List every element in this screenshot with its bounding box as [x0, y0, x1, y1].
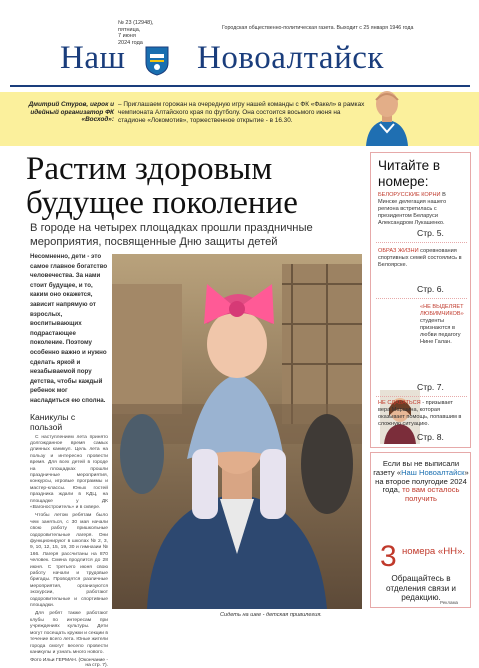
article-body: [30, 435, 108, 657]
main-headline: Растим здоровым будущее поколение: [26, 151, 298, 221]
contents-page: Стр. 7.: [417, 382, 444, 392]
contents-text: В Минске делегация нашего региона встретилась с президентом Беларуси Александром Лукашенко.: [378, 192, 447, 227]
quote-text: – Приглашаем горожан на очередную игру нашей команды с ФК «Факел» в рамках чемпионата Алтайского края по футболу. Она состоится восьмого июня на стадионе «Локомотив», торжественное открытие - в 16.30.: [118, 101, 365, 125]
subscription-line3: то вам осталось получить: [402, 485, 460, 504]
contents-item: [378, 400, 466, 428]
contents-kicker: НЕ СДАВАТЬСЯ: [378, 400, 421, 406]
contents-item: [378, 304, 466, 347]
issue-info: [118, 20, 188, 46]
subscription-text: [373, 460, 469, 504]
photo-credit: Фото Ильи ГЕРМАН. (Окончание - на стр. 7).: [30, 658, 108, 668]
contents-page: Стр. 8.: [417, 432, 444, 442]
contents-divider: [376, 242, 467, 243]
photo-caption: Сидеть на шее - детская привилегия.: [220, 612, 322, 618]
issue-number: № 23 (12948),: [118, 20, 154, 26]
main-photo: [112, 254, 362, 609]
contents-kicker: «НЕ ВЫДЕЛЯЕТ ЛЮБИМЧИКОВ»: [420, 304, 464, 318]
article-lead: В городе на четырех площадках прошли праздничные мероприятия, посвященные Дню защиты детей: [30, 222, 313, 248]
newspaper-title-part1: Наш: [60, 40, 126, 76]
article-subheading: Каникулы с пользой: [30, 411, 76, 432]
ad-mark: Реклама: [440, 600, 459, 605]
contents-item: [378, 192, 466, 227]
subscription-tail: Обращайтесь в отделения связи и редакцию.: [385, 574, 456, 603]
city-crest-icon: [145, 46, 169, 76]
issues-left-label: номера «НН».: [402, 546, 466, 557]
issue-weekday: пятница,: [118, 26, 141, 33]
subscription-line1: Если вы не выписали газету «: [373, 459, 460, 477]
quote-author: Дмитрий Стуров, игрок и идейный организатор ФК «Восход»:: [28, 101, 114, 124]
contents-kicker: БЕЛОРУССКИЕ КОРНИ: [378, 192, 441, 198]
article-paragraph: Чтобы летом ребятам было чем заняться, с 30 мая начали свою работу пришкольные оздоровительные лагеря. Они функционируют в школах № 2, 3, 9, 10, 12, 15, 19, 30 и гимназии № 166. Лагеря рассчитаны на 870 человек. Смена продлится до 28 июня. С третьего июня свою работу начали и трудовые бригады. Проводятся различные мероприятия, организуются экскурсии, работают оздоровительные и спортивные площадки.: [30, 513, 108, 609]
newspaper-tagline: Городская общественно-политическая газета. Выходит с 25 января 1946 года: [222, 25, 414, 31]
article-intro: Несомненно, дети - это самое главное богатство человечества. За нами стоит будущее, и то, каким оно окажется, зависит напрямую от взрослых, воспитывающих подрастающее поколение. Поэтому особенно важно и нужно сделать яркой и незабываемой пору детства, чтобы каждый ребенок мог насладиться ею сполна.: [30, 253, 108, 404]
contents-kicker: ОБРАЗ ЖИЗНИ: [378, 248, 419, 254]
article-paragraph: С наступлением лета принято долгожданное время самых длинных каникул. Цель лета на пользу и интересно провести время. Для всех детей в городе на площадках прошли праздничные мероприятия, конкурсы, игровые программы и мастер-классы. Юных гостей праздника ждали в КДЦ, на площадке у ДК «Вагоностроитель» и в сквере.: [30, 434, 108, 510]
contents-text: - призывает вера Маршина, которая оказывает помощь, попавшим в сложную ситуацию.: [378, 400, 462, 428]
article-column: [30, 252, 108, 668]
newspaper-title-part2: Новоалтайск: [197, 40, 384, 76]
issues-left-number: 3: [380, 540, 397, 573]
contents-divider: [376, 396, 467, 397]
subscription-line2: » на второе полугодие 2024 года,: [375, 467, 469, 495]
contents-heading: Читайте в номере:: [378, 158, 441, 189]
contents-item: [378, 248, 466, 269]
contents-page: Стр. 5.: [417, 228, 444, 238]
article-paragraph: Для ребят также работают клубы по интересам при учреждениях культуры. Дети могут посещать кружки и секции в течение всего лета. Юные жители города смогут весело провести каникулы и узнать много нового.: [30, 611, 108, 655]
issue-year: 2024 года: [118, 39, 143, 46]
contents-page: Стр. 6.: [417, 284, 444, 294]
contents-divider: [376, 298, 467, 299]
contents-text: соревнования спортивных семей состоялись в Белоярске.: [378, 248, 462, 269]
author-photo: [360, 82, 414, 146]
issue-date: 7 июня: [118, 33, 136, 39]
contents-text: студенты признаются в любви педагогу Нине Галан.: [420, 318, 461, 346]
subscription-paper-name: Наш Новоалтайск: [401, 467, 465, 477]
